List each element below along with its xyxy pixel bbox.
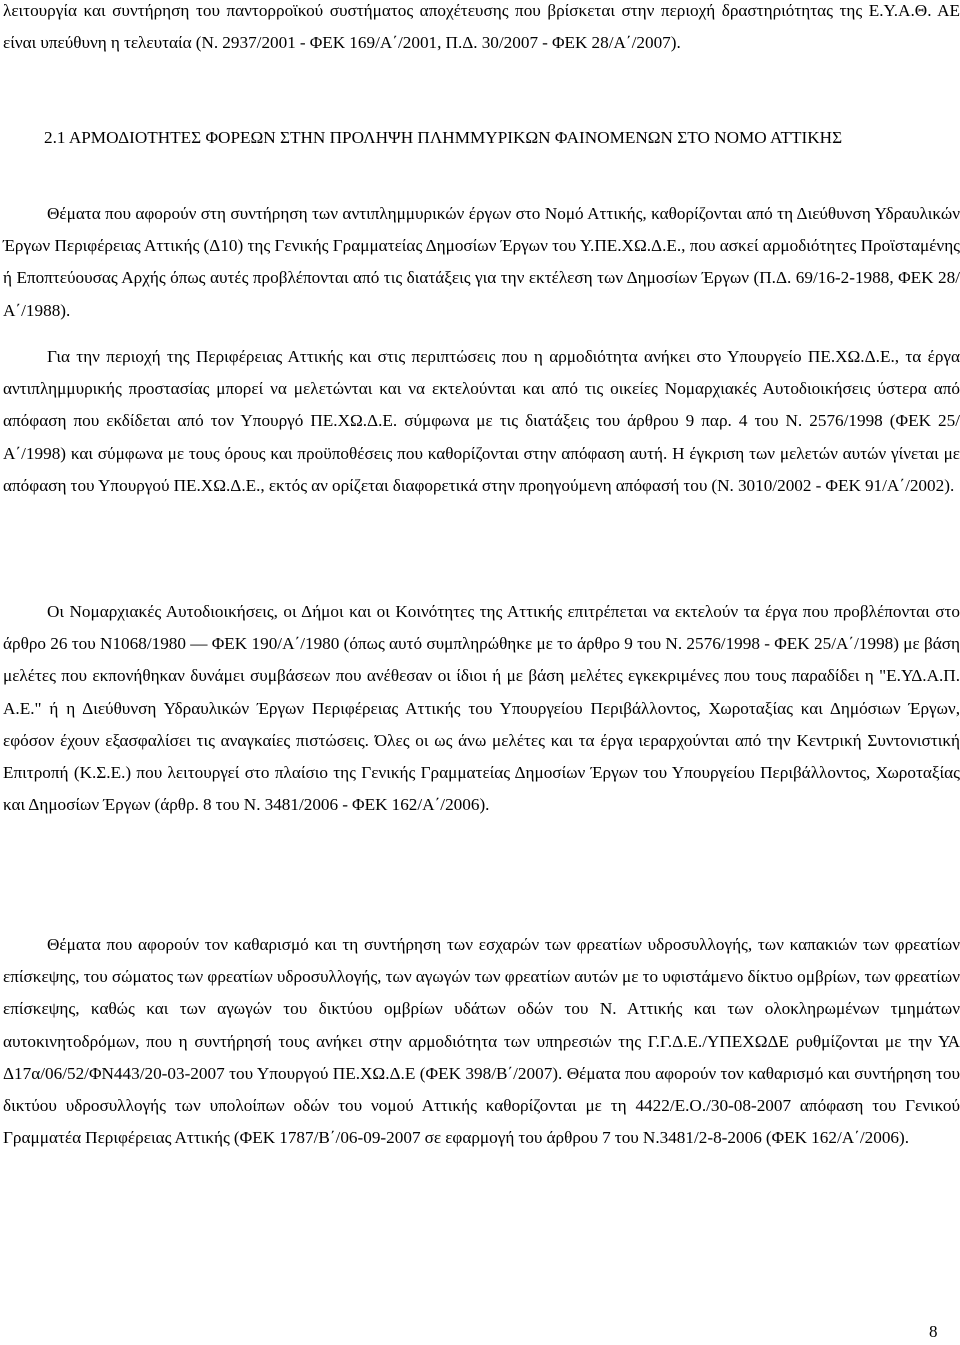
paragraph-local-authorities: Οι Νομαρχιακές Αυτοδιοικήσεις, οι Δήμοι και οι Κοινότητες της Αττικής επιτρέπεται να εκτελούν τα έργα που προβλέπονται στο άρθρο 26 του Ν1068/1980 — ΦΕΚ 190/Α΄/1980 (όπως αυτό συμπληρώθηκε με το άρθρο 9 του Ν. 2576/1998 - ΦΕΚ 25/Α΄/1998) με βάση μελέτες που εκπονήθηκαν δυνάμει συμβάσεων που ανέθεσαν οι ίδιοι ή με βάση μελέτες εγκεκριμένες που τους παραδίδει η "Ε.ΥΔ.Α.Π. Α.Ε." ή η Διεύθυνση Υδραυλικών Έργων Περιφέρειας Αττικής του Υπουργείου Περιβάλλοντος, Χωροταξίας και Δημόσιων Έργων, εφόσον έχουν εξασφαλίσει τις αναγκαίες πιστώσεις. Όλες οι ως άνω μελέτες και τα έργα ιεραρχούνται από την Κεντρική Συντονιστική Επιτροπή (Κ.Σ.Ε.) που λειτουργεί στο πλαίσιο της Γενικής Γραμματείας Δημοσίων Έργων του Υπουργείου Περιβάλλοντος, Χωροταξίας και Δημοσίων Έργων (άρθρ. 8 του Ν. 3481/2006 - ΦΕΚ 162/Α΄/2006). xyxy=(3,602,960,815)
paragraph-prefecture-works: Για την περιοχή της Περιφέρειας Αττικής και στις περιπτώσεις που η αρμοδιότητα ανήκει στο Υπουργείο ΠΕ.ΧΩ.Δ.Ε., τα έργα αντιπλημμυρικής προστασίας μπορεί να μελετώνται και να εκτελούνται και από τις οικείες Νομαρχιακές Αυτοδιοικήσεις ύστερα από απόφαση που εκδίδεται από τον Υπουργό ΠΕ.ΧΩ.Δ.Ε. σύμφωνα με τις διατάξεις του άρθρου 9 παρ. 4 του Ν. 2576/1998 (ΦΕΚ 25/Α΄/1998) και σύμφωνα με τους όρους και προϋποθέσεις που καθορίζονται στην απόφαση αυτή. Η έγκριση των μελετών αυτών γίνεται με απόφαση του Υπουργού ΠΕ.ΧΩ.Δ.Ε., εκτός αν ορίζεται διαφορετικά στην προηγούμενη απόφασή του (Ν. 3010/2002 - ΦΕΚ 91/Α΄/2002). xyxy=(3,347,960,495)
paragraph-maintenance-authority: Θέματα που αφορούν στη συντήρηση των αντιπλημμυρικών έργων στο Νομό Αττικής, καθορίζονται από τη Διεύθυνση Υδραυλικών Έργων Περιφέρειας Αττικής (Δ10) της Γενικής Γραμματείας Δημοσίων Έργων του Υ.ΠΕ.ΧΩ.Δ.Ε., που ασκεί αρμοδιότητες Προϊσταμένης ή Εποπτεύουσας Αρχής όπως αυτές προβλέπονται από τις διατάξεις για την εκτέλεση των Δημοσίων Έργων (Π.Δ. 69/16-2-1988, ΦΕΚ 28/Α΄/1988). xyxy=(3,204,960,320)
paragraph-drainage-cleaning: Θέματα που αφορούν τον καθαρισμό και τη συντήρηση των εσχαρών των φρεατίων υδροσυλλογής, των καπακιών των φρεατίων επίσκεψης, του σώματος των φρεατίων υδροσυλλογής, των αγωγών των φρεατίων αυτών με το υφιστάμενο δίκτυο ομβρίων, των φρεατίων επίσκεψης, καθώς και των αγωγών του δικτύου ομβρίων υδάτων οδών του Ν. Αττικής και των ολοκληρωμένων τμημάτων αυτοκινητοδρόμων, που η συντήρησή τους ανήκει στην αρμοδιότητα των υπηρεσιών της Γ.Γ.Δ.Ε./ΥΠΕΧΩΔΕ ρυθμίζονται με την ΥΑ Δ17α/06/52/ΦΝ443/20-03-2007 του Υπουργού ΠΕ.ΧΩ.Δ.Ε (ΦΕΚ 398/Β΄/2007). Θέματα που αφορούν τον καθαρισμό και συντήρηση του δικτύου υδροσυλλογής των υπολοίπων οδών του νομού Αττικής καθορίζονται με τη 4422/Ε.Ο./30-08-2007 απόφαση του Γενικού Γραμματέα Περιφέρειας Αττικής (ΦΕΚ 1787/Β΄/06-09-2007 σε εφαρμογή του άρθρου 7 του Ν.3481/2-8-2006 (ΦΕΚ 162/Α΄/2006). xyxy=(3,935,960,1148)
page-number: 8 xyxy=(929,1322,938,1341)
section-heading: 2.1 ΑΡΜΟΔΙΟΤΗΤΕΣ ΦΟΡΕΩΝ ΣΤΗΝ ΠΡΟΛΗΨΗ ΠΛΗΜΜΥΡΙΚΩΝ ΦΑΙΝΟΜΕΝΩΝ ΣΤΟ ΝΟΜΟ ΑΤΤΙΚΗΣ xyxy=(44,128,843,147)
intro-paragraph: λειτουργία και συντήρηση του παντορροϊκού συστήματος αποχέτευσης που βρίσκεται στην περιοχή δραστηριότητας της Ε.Υ.Α.Θ. ΑΕ είναι υπεύθυνη η τελευταία (Ν. 2937/2001 - ΦΕΚ 169/Α΄/2001, Π.Δ. 30/2007 - ΦΕΚ 28/Α΄/2007). xyxy=(3,1,960,53)
